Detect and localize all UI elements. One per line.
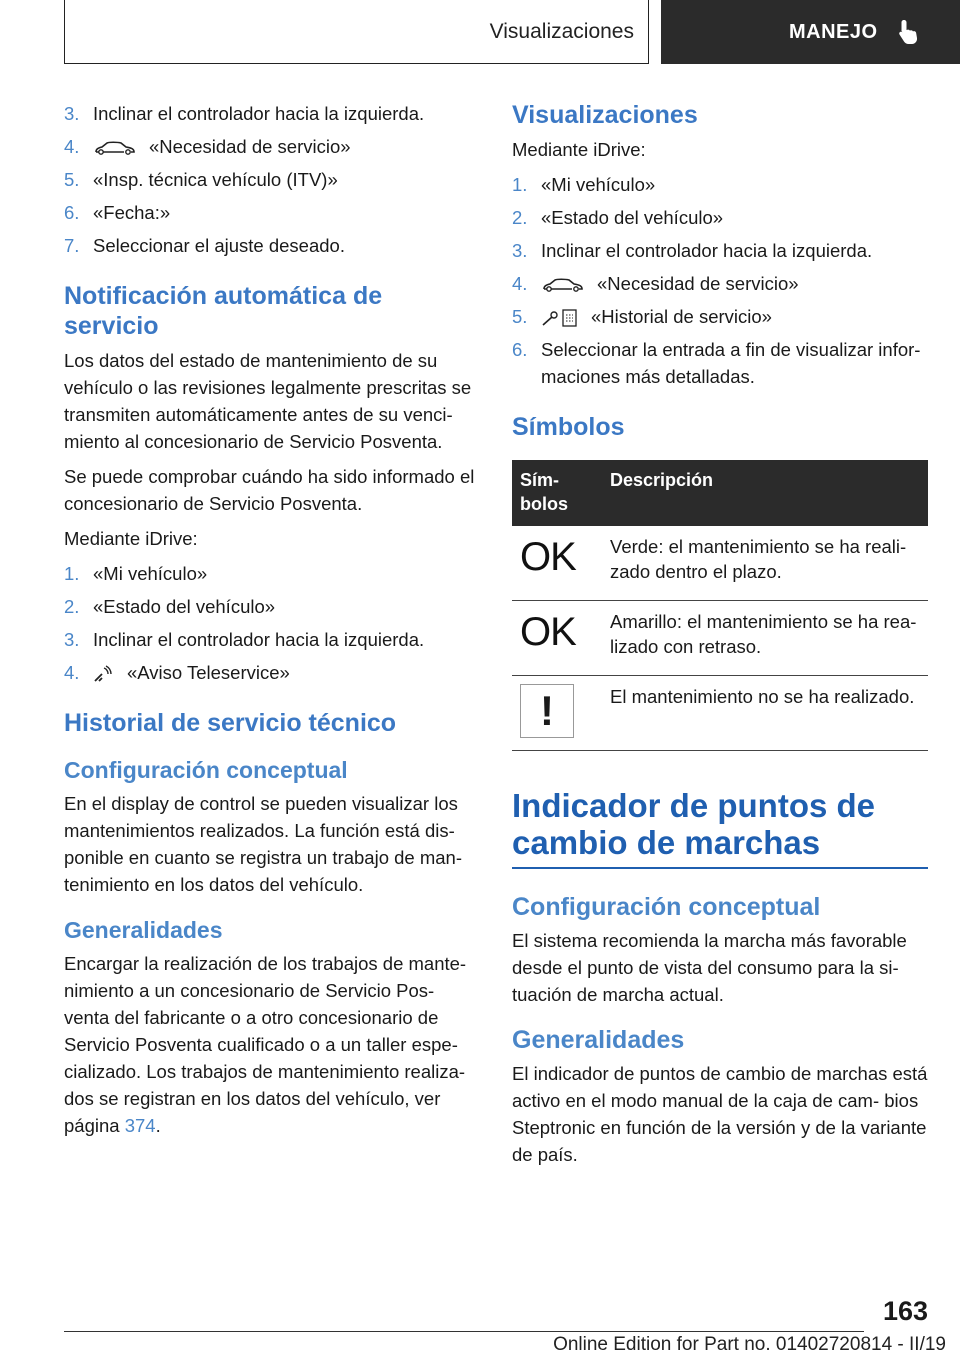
table-header-simbolos: Sím- bolos bbox=[512, 460, 602, 526]
step-number: 4. bbox=[64, 136, 80, 157]
list-item bbox=[512, 171, 928, 198]
paragraph: En el display de control se pueden visualizar los mantenimientos realizados. La función está dis- ponible en cuanto se registra un trabajo de man- tenimiento en los datos del vehículo. bbox=[64, 793, 463, 895]
ok-yellow-symbol: OK bbox=[520, 610, 576, 654]
description-cell: Verde: el mantenimiento se ha reali- zado dentro el plazo. bbox=[602, 526, 928, 601]
list-item bbox=[64, 560, 480, 587]
list-item bbox=[64, 133, 480, 160]
header-chapter-tab bbox=[661, 0, 960, 64]
heading-generalidades: Generalidades bbox=[64, 917, 223, 943]
step-text: «Necesidad de servicio» bbox=[597, 273, 799, 294]
table-row bbox=[512, 601, 928, 676]
step-number: 2. bbox=[512, 207, 528, 228]
list-item bbox=[512, 270, 928, 297]
ok-green-symbol: OK bbox=[520, 535, 576, 579]
list-item bbox=[512, 204, 928, 231]
step-text-wrap bbox=[541, 270, 928, 297]
step-number: 6. bbox=[512, 339, 528, 360]
list-item bbox=[512, 237, 928, 264]
step-number: 5. bbox=[64, 169, 80, 190]
warning-icon bbox=[520, 684, 574, 738]
paragraph: Mediante iDrive: bbox=[512, 139, 646, 160]
step-number: 4. bbox=[64, 662, 80, 683]
teleservice-icon bbox=[93, 665, 115, 683]
step-text: «Necesidad de servicio» bbox=[149, 136, 351, 157]
step-number: 7. bbox=[64, 235, 80, 256]
heading-configuracion: Configuración conceptual bbox=[64, 757, 348, 783]
list-item bbox=[64, 659, 480, 686]
paragraph: Se puede comprobar cuándo ha sido informado el concesionario de Servicio Posventa. bbox=[64, 466, 475, 514]
step-text-wrap bbox=[93, 659, 480, 686]
step-text: «Estado del vehículo» bbox=[541, 207, 724, 228]
symbol-cell bbox=[512, 676, 602, 751]
symbol-cell bbox=[512, 601, 602, 676]
step-number: 4. bbox=[512, 273, 528, 294]
step-text: «Aviso Teleservice» bbox=[127, 662, 290, 683]
header-section-title: Visualizaciones bbox=[489, 19, 634, 43]
paragraph: Los datos del estado de mantenimiento de su vehículo o las revisiones legalmente prescritas se transmiten automáticamente antes de su venci- miento al concesionario de Servicio Posventa. bbox=[64, 350, 472, 452]
step-number: 3. bbox=[512, 240, 528, 261]
step-number: 3. bbox=[64, 103, 80, 124]
service-history-icon bbox=[541, 308, 579, 328]
step-text-wrap bbox=[541, 303, 928, 330]
heading-historial: Historial de servicio técnico bbox=[64, 709, 397, 737]
step-number: 1. bbox=[512, 174, 528, 195]
page-link[interactable]: 374 bbox=[124, 1115, 156, 1136]
step-number: 5. bbox=[512, 306, 528, 327]
header-chapter-title: MANEJO bbox=[789, 20, 878, 43]
list-item bbox=[64, 199, 480, 226]
footer-text: Online Edition for Part no. 01402720814 - II/19 bbox=[553, 1334, 946, 1355]
step-text: Seleccionar la entrada a fin de visualizar infor- maciones más detalladas. bbox=[541, 339, 921, 387]
description-cell: El mantenimiento no se ha realizado. bbox=[602, 676, 928, 751]
paragraph: El indicador de puntos de cambio de marchas está activo en el modo manual de la caja de cam- bios Steptronic en función de la versión y de la variante de país. bbox=[512, 1063, 928, 1165]
step-text-wrap bbox=[93, 133, 480, 160]
step-text: Seleccionar el ajuste deseado. bbox=[93, 235, 345, 256]
steps-list-c bbox=[512, 171, 928, 390]
hand-pointer-icon bbox=[896, 18, 922, 46]
step-text: «Estado del vehículo» bbox=[93, 596, 276, 617]
heading-simbolos: Símbolos bbox=[512, 413, 625, 441]
heading-visualizaciones: Visualizaciones bbox=[512, 101, 698, 129]
heading-generalidades: Generalidades bbox=[512, 1026, 685, 1054]
step-text: «Mi vehículo» bbox=[541, 174, 656, 195]
step-text: Inclinar el controlador hacia la izquierda. bbox=[93, 629, 425, 650]
description-cell: Amarillo: el mantenimiento se ha rea- lizado con retraso. bbox=[602, 601, 928, 676]
table-row bbox=[512, 676, 928, 751]
footer-divider bbox=[64, 1331, 864, 1332]
paragraph: El sistema recomienda la marcha más favorable desde el punto de vista del consumo para la si- tuación de marcha actual. bbox=[512, 930, 907, 1005]
step-text: Inclinar el controlador hacia la izquierda. bbox=[541, 240, 873, 261]
warning-symbol: ! bbox=[540, 687, 554, 734]
list-item bbox=[64, 100, 480, 127]
heading-configuracion: Configuración conceptual bbox=[512, 893, 821, 921]
left-column bbox=[64, 100, 480, 1147]
heading-indicador: Indicador de puntos de cambio de marchas bbox=[512, 787, 928, 869]
page-number: 163 bbox=[882, 1296, 928, 1326]
step-number: 2. bbox=[64, 596, 80, 617]
paragraph: Mediante iDrive: bbox=[64, 528, 198, 549]
step-text: «Insp. técnica vehículo (ITV)» bbox=[93, 169, 338, 190]
step-text: «Fecha:» bbox=[93, 202, 171, 223]
table-header-row bbox=[512, 460, 928, 526]
paragraph bbox=[64, 950, 480, 1139]
step-number: 3. bbox=[64, 629, 80, 650]
step-number: 6. bbox=[64, 202, 80, 223]
header-section-tab bbox=[64, 0, 649, 64]
step-text: Inclinar el controlador hacia la izquierda. bbox=[93, 103, 425, 124]
car-icon bbox=[93, 140, 137, 156]
symbol-cell bbox=[512, 526, 602, 601]
right-column bbox=[512, 100, 928, 1176]
car-icon bbox=[541, 277, 585, 293]
step-text: «Historial de servicio» bbox=[591, 306, 772, 327]
table-row bbox=[512, 526, 928, 601]
step-number: 1. bbox=[64, 563, 80, 584]
table-header-descripcion: Descripción bbox=[602, 460, 928, 526]
paragraph-text: Encargar la realización de los trabajos de mante- nimiento a un concesionario de Servicio Pos- venta del fabricante o a otro concesionario de Servicio Posventa cualificado o a un taller espe- cializado. Los trabajos de mantenimiento realiza- dos se registran en los datos del vehículo, ver página bbox=[64, 953, 467, 1136]
paragraph-end: . bbox=[155, 1115, 161, 1136]
list-item bbox=[64, 593, 480, 620]
steps-list-a bbox=[64, 100, 480, 259]
list-item bbox=[64, 232, 480, 259]
list-item bbox=[64, 626, 480, 653]
step-text: «Mi vehículo» bbox=[93, 563, 208, 584]
heading-notificacion: Notificación automática de servicio bbox=[64, 282, 383, 340]
symbols-table bbox=[512, 460, 928, 751]
steps-list-b bbox=[64, 560, 480, 686]
list-item bbox=[512, 303, 928, 330]
list-item bbox=[64, 166, 480, 193]
list-item bbox=[512, 336, 928, 390]
